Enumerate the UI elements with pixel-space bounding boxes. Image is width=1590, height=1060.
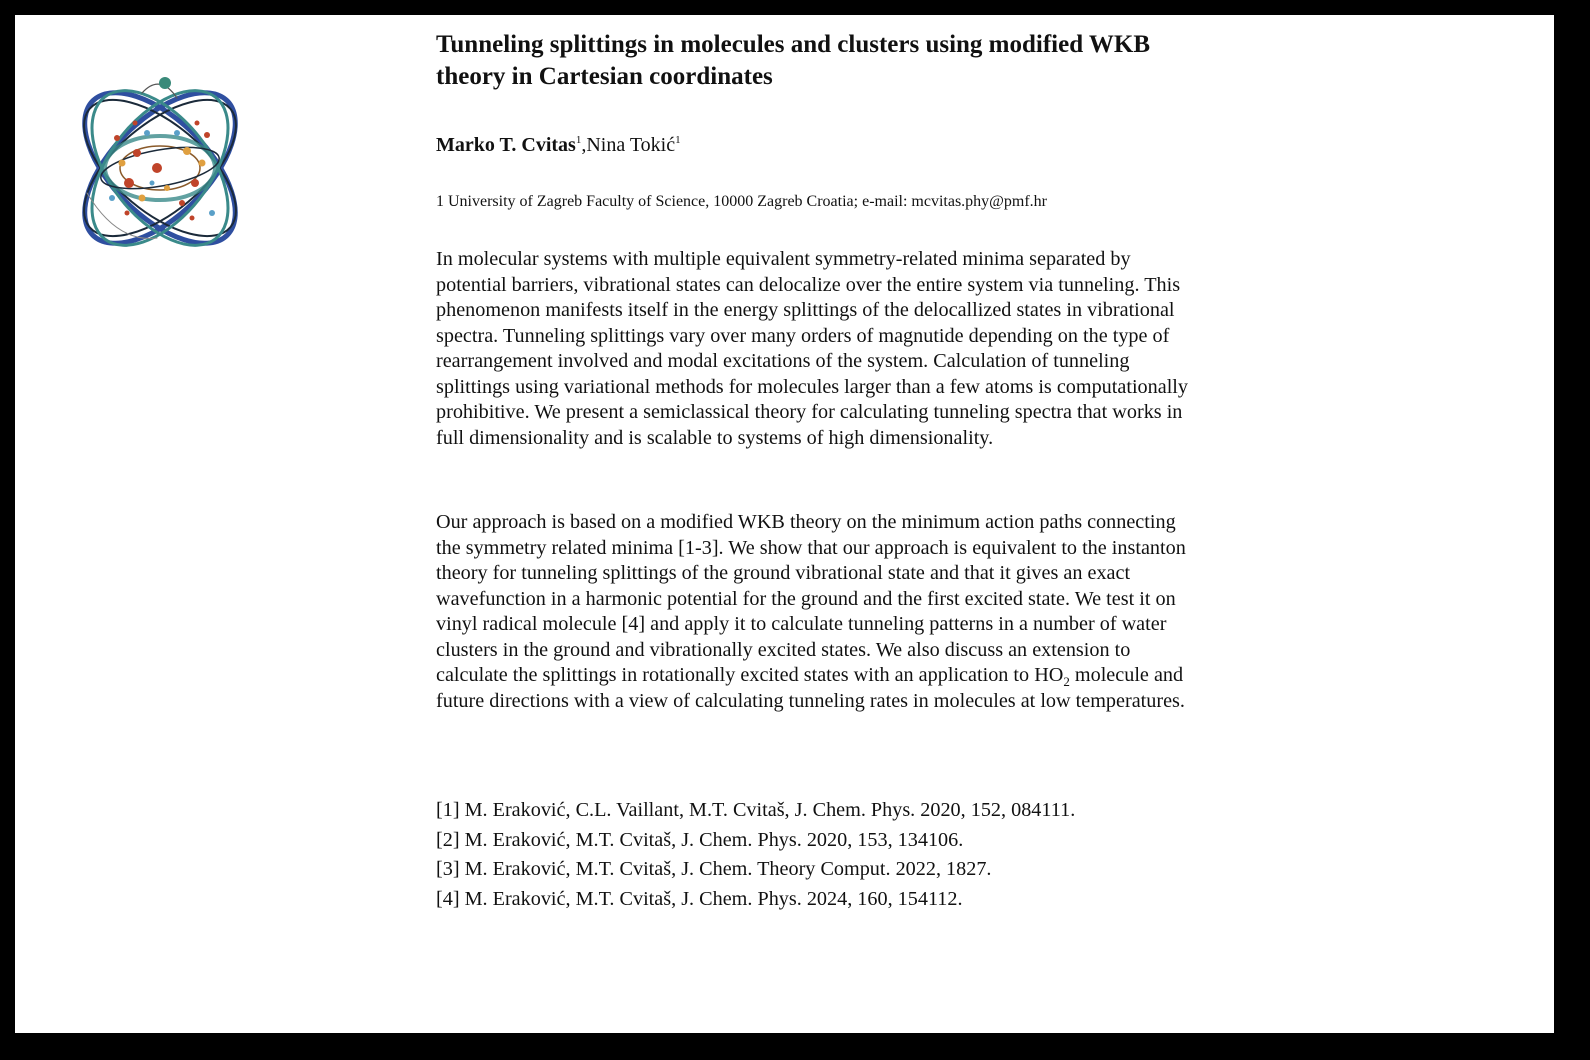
reference-item: [4] M. Eraković, M.T. Cvitaš, J. Chem. Phys. 2024, 160, 154112. — [436, 887, 963, 910]
author-separator: , — [581, 134, 587, 156]
affiliation-mark: 1 — [675, 134, 681, 146]
paragraph-text: molecule and future directions with a view of calculating tunneling rates in molecules at low temperatures. — [436, 664, 1185, 712]
formula-subscript: 2 — [1063, 674, 1070, 690]
paper-title: Tunneling splittings in molecules and clusters using modified WKB theory in Cartesian coordinates — [436, 31, 1151, 90]
author-name: Marko T. Cvitas — [436, 134, 576, 156]
abstract-paragraph: In molecular systems with multiple equivalent symmetry-related minima separated by potential barriers, vibrational states can delocalize over the entire system via tunneling. This phenomenon manifests itself in the energy splittings of the delocallized states in vibrational spectra. Tunneling splittings vary over many orders of magnutide depending on the type of rearrangement involved and modal excitations of the system. Calculation of tunneling splittings using variational methods for molecules larger than a few atoms is computationally prohibitive. We present a semiclassical theory for calculating tunneling spectra that works in full dimensionality and is scalable to systems of high dimensionality. — [436, 248, 1189, 449]
paragraph-text: Our approach is based on a modified WKB theory on the minimum action paths connecting the symmetry related minima [1-3]. We show that our approach is equivalent to the instanton theory for tunneling splittings of the ground vibrational state and that it gives an exact wavefunction in a harmonic potential for the ground and the first excited state. We test it on vinyl radical molecule [4] and apply it to calculate tunneling patterns in a number of water clusters in the ground and vibrationally excited states. We also discuss an extension to calculate the splittings in rotationally excited states with an application to — [436, 511, 1186, 686]
reference-item: [3] M. Eraković, M.T. Cvitaš, J. Chem. Theory Comput. 2022, 1827. — [436, 858, 992, 880]
affiliation: 1 University of Zagreb Faculty of Science, 10000 Zagreb Croatia; e-mail: mcvitas.phy@pmf.hr — [436, 193, 1048, 210]
author-name: Nina Tokić — [586, 134, 676, 156]
abstract-paragraph — [436, 510, 1196, 714]
chemical-formula — [1034, 664, 1070, 690]
affiliation-mark: 1 — [575, 134, 582, 146]
author-list — [436, 133, 681, 157]
reference-list — [436, 796, 1075, 914]
atom-logo-icon — [57, 63, 263, 273]
reference-item: [2] M. Eraković, M.T. Cvitaš, J. Chem. Phys. 2020, 153, 134106. — [436, 828, 964, 851]
formula-base: HO — [1034, 664, 1064, 686]
document-page — [15, 15, 1554, 1033]
reference-item: [1] M. Eraković, C.L. Vaillant, M.T. Cvitaš, J. Chem. Phys. 2020, 152, 084111. — [436, 799, 1076, 821]
